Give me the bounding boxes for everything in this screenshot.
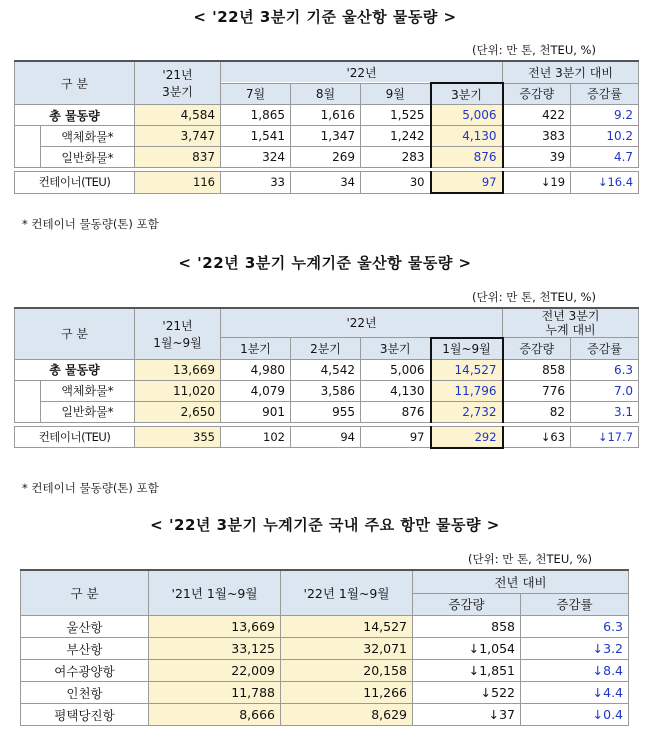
cell-inc: ↓63: [503, 426, 571, 448]
cell-inc: ↓37: [413, 704, 521, 726]
cell-21: 8,666: [149, 704, 281, 726]
row-label: 컨테이너(TEU): [15, 426, 135, 448]
table1-header-22: '22년: [221, 61, 503, 83]
cell-cum: 14,527: [431, 359, 503, 380]
cell-21: 13,669: [135, 359, 221, 380]
table2-header-q2: 2분기: [291, 338, 361, 360]
table-row: [21, 638, 629, 660]
table-row: [15, 380, 639, 401]
row-label: 울산항: [21, 616, 149, 638]
cell-rate: 6.3: [571, 359, 639, 380]
table-row: [21, 704, 629, 726]
cell-inc: ↓1,054: [413, 638, 521, 660]
table3-header-22: '22년 1월~9월: [281, 570, 413, 616]
table1-header-m8: 8월: [291, 83, 361, 105]
table2-header-cum: 1월~9월: [431, 338, 503, 360]
cell-inc: 82: [503, 401, 571, 422]
cell-m8: 1,347: [291, 126, 361, 147]
cell-m7: 33: [221, 172, 291, 194]
cell-q3: 876: [431, 147, 503, 168]
table2-header-q3: 3분기: [361, 338, 431, 360]
cell-21: 116: [135, 172, 221, 194]
table1: [14, 60, 639, 194]
cell-m9: 30: [361, 172, 431, 194]
table3-unit: (단위: 만 톤, 천TEU, %): [468, 552, 592, 566]
cell-inc: ↓19: [503, 172, 571, 194]
row-label: 액체화물*: [41, 126, 135, 147]
table-row: [15, 401, 639, 422]
table3-header-inc: 증감량: [413, 593, 521, 615]
cell-m9: 1,242: [361, 126, 431, 147]
table1-title: < '22년 3분기 기준 울산항 물동량 >: [193, 8, 457, 26]
cell-21: 2,650: [135, 401, 221, 422]
cell-q3: 4,130: [431, 126, 503, 147]
row-label: 인천항: [21, 682, 149, 704]
table3-header-rate: 증감률: [521, 593, 629, 615]
cell-rate: ↓3.2: [521, 638, 629, 660]
table2-header-inc: 증감량: [503, 338, 571, 360]
table1-header-inc: 증감량: [503, 83, 571, 105]
cell-q3: 4,130: [361, 380, 431, 401]
table-row: [15, 126, 639, 147]
table1-header-rate: 증감률: [571, 83, 639, 105]
table-row: [15, 426, 639, 448]
table2: [14, 307, 639, 449]
cell-m9: 283: [361, 147, 431, 168]
cell-rate: 3.1: [571, 401, 639, 422]
cell-q2: 94: [291, 426, 361, 448]
row-label: 여수광양항: [21, 660, 149, 682]
cell-m8: 269: [291, 147, 361, 168]
table2-header-21: '21년 1월~9월: [135, 308, 221, 359]
cell-rate: 9.2: [571, 105, 639, 126]
table-row: [15, 359, 639, 380]
cell-inc: 39: [503, 147, 571, 168]
cell-q3: 5,006: [431, 105, 503, 126]
table1-header-q3: 3분기: [431, 83, 503, 105]
cell-rate: ↓16.4: [571, 172, 639, 194]
cell-rate: 4.7: [571, 147, 639, 168]
cell-m9: 1,525: [361, 105, 431, 126]
row-label: 일반화물*: [41, 401, 135, 422]
cell-21: 13,669: [149, 616, 281, 638]
table1-unit: (단위: 만 톤, 천TEU, %): [472, 43, 596, 57]
table-row: [15, 172, 639, 194]
table-row: [15, 147, 639, 168]
cell-q2: 955: [291, 401, 361, 422]
cell-rate: ↓17.7: [571, 426, 639, 448]
cell-22: 14,527: [281, 616, 413, 638]
row-label: 부산항: [21, 638, 149, 660]
cell-rate: ↓4.4: [521, 682, 629, 704]
cell-rate: 7.0: [571, 380, 639, 401]
table1-header-gubun: 구 분: [15, 61, 135, 105]
cell-21: 355: [135, 426, 221, 448]
table2-unit: (단위: 만 톤, 천TEU, %): [472, 290, 596, 304]
table2-header-gubun: 구 분: [15, 308, 135, 359]
cell-inc: ↓1,851: [413, 660, 521, 682]
cell-cum: 292: [431, 426, 503, 448]
cell-rate: ↓0.4: [521, 704, 629, 726]
table1-header-m9: 9월: [361, 83, 431, 105]
table3-header-21: '21년 1월~9월: [149, 570, 281, 616]
table-row: [15, 105, 639, 126]
cell-inc: 383: [503, 126, 571, 147]
cell-21: 4,584: [135, 105, 221, 126]
table-row: [21, 616, 629, 638]
table2-header-compare: 전년 3분기 누계 대비: [503, 308, 639, 338]
table-row: [21, 660, 629, 682]
cell-q3: 97: [431, 172, 503, 194]
cell-21: 3,747: [135, 126, 221, 147]
table3: [20, 569, 629, 726]
cell-rate: 6.3: [521, 616, 629, 638]
cell-21: 33,125: [149, 638, 281, 660]
table1-header-m7: 7월: [221, 83, 291, 105]
cell-21: 22,009: [149, 660, 281, 682]
cell-q2: 4,542: [291, 359, 361, 380]
cell-22: 32,071: [281, 638, 413, 660]
cell-q3: 876: [361, 401, 431, 422]
row-label: 평택당진항: [21, 704, 149, 726]
cell-21: 11,020: [135, 380, 221, 401]
row-label: 컨테이너(TEU): [15, 172, 135, 194]
cell-cum: 11,796: [431, 380, 503, 401]
table2-title: < '22년 3분기 누계기준 울산항 물동량 >: [178, 254, 472, 272]
cell-m8: 34: [291, 172, 361, 194]
row-label: 총 물동량: [15, 105, 135, 126]
table2-header-q1: 1분기: [221, 338, 291, 360]
cell-inc: 858: [503, 359, 571, 380]
row-label: 총 물동량: [15, 359, 135, 380]
cell-q1: 102: [221, 426, 291, 448]
cell-q2: 3,586: [291, 380, 361, 401]
table3-header-compare: 전년 대비: [413, 570, 629, 593]
cell-cum: 2,732: [431, 401, 503, 422]
cell-rate: ↓8.4: [521, 660, 629, 682]
row-label: 일반화물*: [41, 147, 135, 168]
table1-header-21: '21년 3분기: [135, 61, 221, 105]
table2-header-rate: 증감률: [571, 338, 639, 360]
table3-header-gubun: 구 분: [21, 570, 149, 616]
cell-21: 11,788: [149, 682, 281, 704]
cell-21: 837: [135, 147, 221, 168]
cell-inc: 422: [503, 105, 571, 126]
cell-q1: 4,980: [221, 359, 291, 380]
table1-note: * 컨테이너 물동량(톤) 포함: [22, 217, 159, 231]
cell-q1: 901: [221, 401, 291, 422]
cell-rate: 10.2: [571, 126, 639, 147]
cell-m8: 1,616: [291, 105, 361, 126]
table2-note: * 컨테이너 물동량(톤) 포함: [22, 481, 159, 495]
cell-inc: 858: [413, 616, 521, 638]
table2-header-22: '22년: [221, 308, 503, 338]
table3-title: < '22년 3분기 누계기준 국내 주요 항만 물동량 >: [150, 516, 500, 534]
cell-22: 11,266: [281, 682, 413, 704]
cell-22: 8,629: [281, 704, 413, 726]
cell-inc: ↓522: [413, 682, 521, 704]
cell-m7: 1,541: [221, 126, 291, 147]
cell-q3: 97: [361, 426, 431, 448]
cell-22: 20,158: [281, 660, 413, 682]
cell-m7: 324: [221, 147, 291, 168]
cell-m7: 1,865: [221, 105, 291, 126]
cell-q1: 4,079: [221, 380, 291, 401]
cell-q3: 5,006: [361, 359, 431, 380]
row-label: 액체화물*: [41, 380, 135, 401]
cell-inc: 776: [503, 380, 571, 401]
table1-header-compare: 전년 3분기 대비: [503, 61, 639, 83]
table-row: [21, 682, 629, 704]
